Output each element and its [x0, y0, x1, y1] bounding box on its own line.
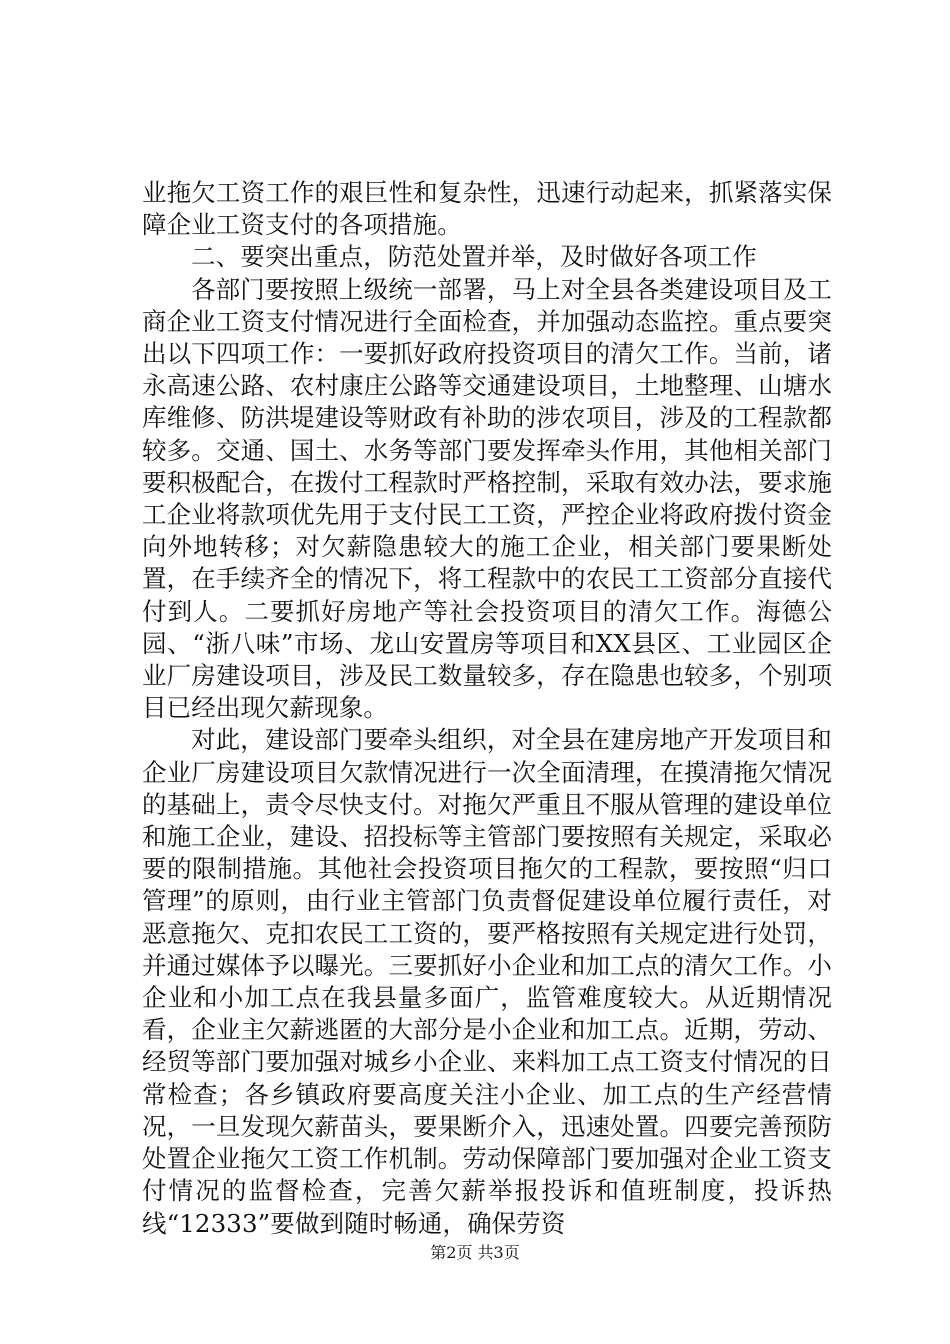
document-body — [142, 177, 832, 1240]
paragraph: 对此，建设部门要牵头组织，对全县在建房地产开发项目和企业厂房建设项目欠款情况进行一次全面清理，在摸清拖欠情况的基础上，责令尽快支付。对拖欠严重且不服从管理的建设单位和施工企业，建设、招投标等主管部门要按照有关规定，采取必要的限制措施。其他社会投资项目拖欠的工程款，要按照“归口管理”的原则，由行业主管部门负责督促建设单位履行责任，对恶意拖欠、克扣农民工工资的，要严格按照有关规定进行处罚，并通过媒体予以曝光。三要抓好小企业和加工点的清欠工作。小企业和小加工点在我县量多面广，监管难度较大。从近期情况看，企业主欠薪逃匿的大部分是小企业和加工点。近期，劳动、经贸等部门要加强对城乡小企业、来料加工点工资支付情况的日常检查；各乡镇政府要高度关注小企业、加工点的生产经营情况，一旦发现欠薪苗头，要果断介入，迅速处置。四要完善预防处置企业拖欠工资工作机制。劳动保障部门要加强对企业工资支付情况的监督检查，完善欠薪举报投诉和值班制度，投诉热线“12333”要做到随时畅通，确保劳资 — [142, 725, 832, 1238]
section-heading: 二、要突出重点，防范处置并举，及时做好各项工作 — [191, 242, 757, 272]
paragraph-continuation: 业拖欠工资工作的艰巨性和复杂性，迅速行动起来，抓紧落实保障企业工资支付的各项措施。 — [142, 178, 832, 240]
paragraph: 各部门要按照上级统一部署，马上对全县各类建设项目及工商企业工资支付情况进行全面检查，并加强动态监控。重点要突出以下四项工作：一要抓好政府投资项目的清欠工作。当前，诸永高速公路、农村康庄公路等交通建设项目，土地整理、山塘水库维修、防洪堤建设等财政有补助的涉农项目，涉及的工程款都较多。交通、国土、水务等部门要发挥牵头作用，其他相关部门要积极配合，在拨付工程款时严格控制，采取有效办法，要求施工企业将款项优先用于支付民工工资，严控企业将政府拨付资金向外地转移；对欠薪隐患较大的施工企业，相关部门要果断处置，在手续齐全的情况下，将工程款中的农民工工资部分直接代付到人。二要抓好房地产等社会投资项目的清欠工作。海德公园、“浙八味”市场、龙山安置房等项目和XX县区、工业园区企业厂房建设项目，涉及民工数量较多，存在隐患也较多，个别项目已经出现欠薪现象。 — [142, 274, 832, 723]
page-footer: 第2页 共3页 — [430, 1243, 520, 1262]
